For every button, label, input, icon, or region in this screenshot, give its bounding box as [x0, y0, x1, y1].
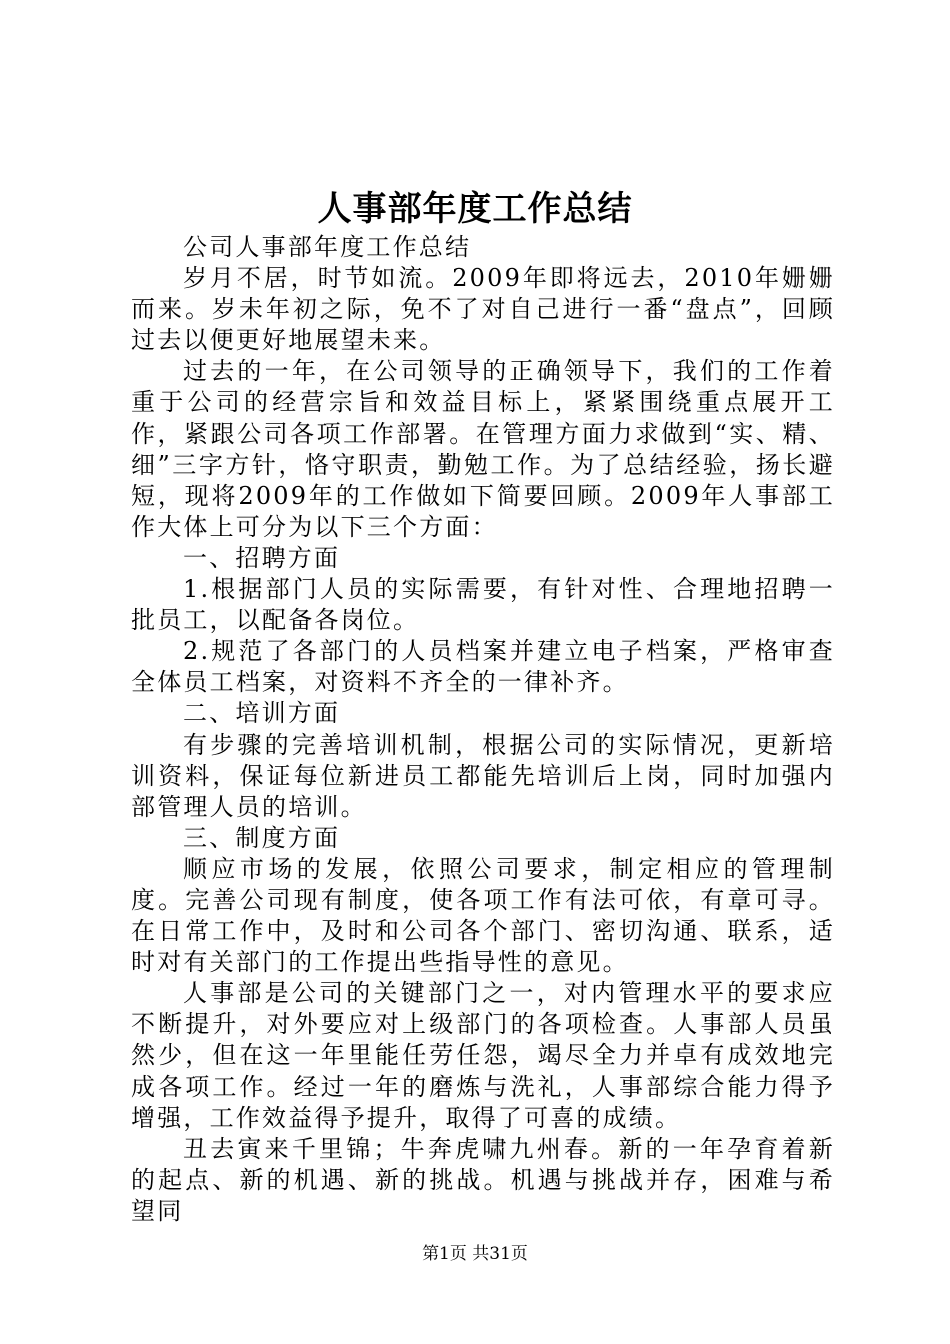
paragraph-training: 有步骤的完善培训机制，根据公司的实际情况，更新培训资料，保证每位新进员工都能先培训后上岗，同时加强内部管理人员的培训。 [131, 730, 835, 821]
paragraph-subtitle: 公司人事部年度工作总结 [183, 233, 472, 261]
section-heading-training: 二、培训方面 [183, 699, 341, 728]
paragraph-summary: 人事部是公司的关键部门之一，对内管理水平的要求应不断提升，对外要应对上级部门的各项检查。人事部人员虽然少，但在这一年里能任劳任怨，竭尽全力并卓有成效地完成各项工作。经过一年的磨炼与洗礼，人事部综合能力得予增强，工作效益得予提升，取得了可喜的成绩。 [131, 979, 835, 1132]
document-body [131, 232, 835, 1227]
paragraph-recruitment-2: 2.规范了各部门的人员档案并建立电子档案，严格审查全体员工档案，对资料不齐全的一律补齐。 [131, 637, 835, 697]
paragraph-intro: 岁月不居，时节如流。2009年即将远去，2010年姗姗而来。岁未年初之际，免不了对自己进行一番“盘点”，回顾过去以便更好地展望未来。 [131, 264, 835, 355]
paragraph-outlook: 丑去寅来千里锦；牛奔虎啸九州春。新的一年孕育着新的起点、新的机遇、新的挑战。机遇与挑战并存，困难与希望同 [131, 1134, 835, 1225]
page-footer: 第1页 共31页 [422, 1244, 528, 1264]
section-heading-recruitment: 一、招聘方面 [183, 543, 341, 572]
paragraph-recruitment-1: 1.根据部门人员的实际需要，有针对性、合理地招聘一批员工，以配备各岗位。 [131, 575, 835, 635]
paragraph-overview: 过去的一年，在公司领导的正确领导下，我们的工作着重于公司的经营宗旨和效益目标上，紧紧围绕重点展开工作，紧跟公司各项工作部署。在管理方面力求做到“实、精、细”三字方针，恪守职责，勤勉工作。为了总结经验，扬长避短，现将2009年的工作做如下简要回顾。2009年人事部工作大体上可分为以下三个方面： [131, 357, 835, 541]
document-title: 人事部年度工作总结 [317, 189, 633, 229]
section-heading-system: 三、制度方面 [183, 823, 341, 852]
paragraph-system: 顺应市场的发展，依照公司要求，制定相应的管理制度。完善公司现有制度，使各项工作有法可依，有章可寻。在日常工作中，及时和公司各个部门、密切沟通、联系，适时对有关部门的工作提出些指导性的意见。 [131, 854, 835, 977]
